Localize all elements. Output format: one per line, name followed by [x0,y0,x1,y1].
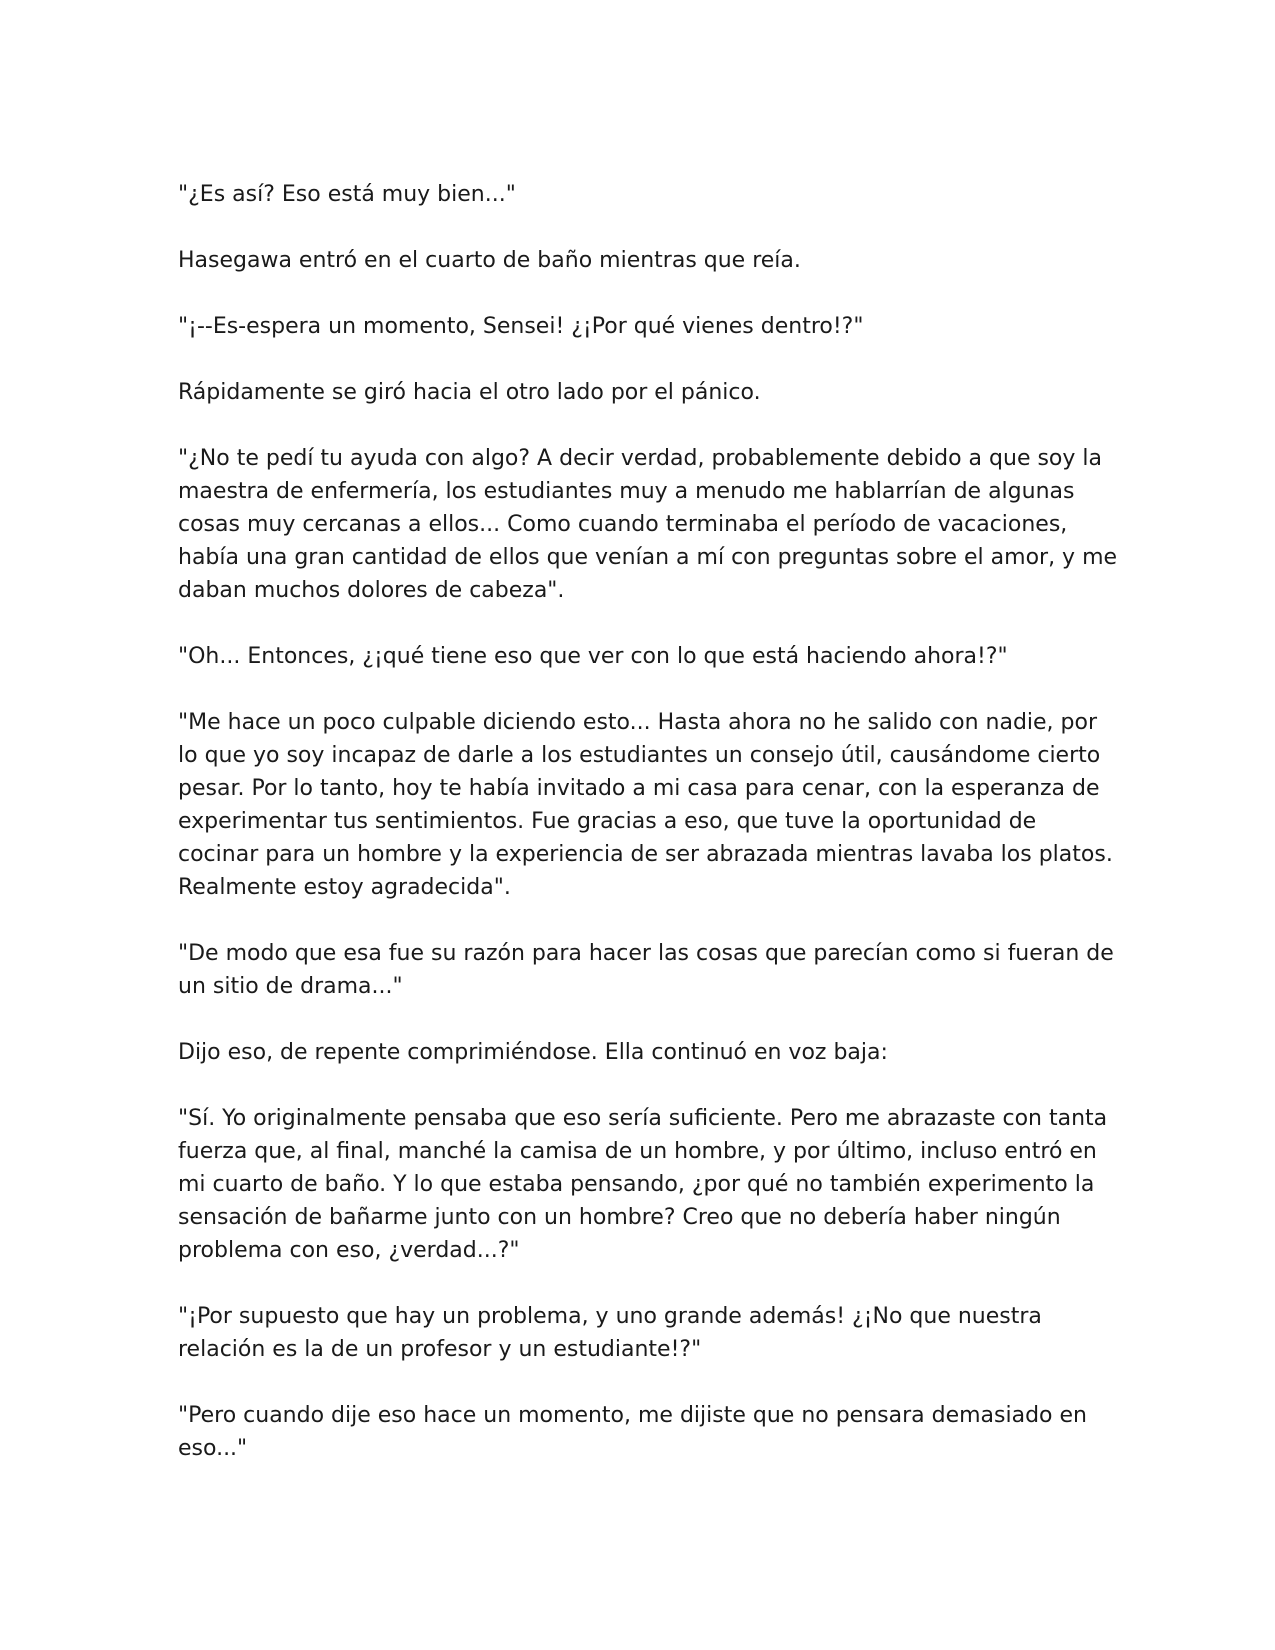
paragraph-12: "Pero cuando dije eso hace un momento, me dijiste que no pensara demasiado en eso..." [178,1403,1087,1461]
paragraph-3: "¡--Es-espera un momento, Sensei! ¿¡Por qué vienes dentro!?" [178,314,864,339]
document-page [178,178,1118,1498]
paragraph-7: "Me hace un poco culpable diciendo esto... Hasta ahora no he salido con nadie, por lo que yo soy incapaz de darle a los estudiantes un consejo útil, causándome cierto pesar. Por lo tanto, hoy te había invitado a mi casa para cenar, con la esperanza de experimentar tus sentimientos. Fue gracias a eso, que tuve la oportunidad de cocinar para un hombre y la experiencia de ser abrazada mientras lavaba los platos. Realmente estoy agradecida". [178,710,1113,900]
paragraph-4: Rápidamente se giró hacia el otro lado por el pánico. [178,380,761,405]
paragraph-6: "Oh... Entonces, ¿¡qué tiene eso que ver con lo que está haciendo ahora!?" [178,644,1008,669]
paragraph-10: "Sí. Yo originalmente pensaba que eso sería suficiente. Pero me abrazaste con tanta fuerza que, al final, manché la camisa de un hombre, y por último, incluso entró en mi cuarto de baño. Y lo que estaba pensando, ¿por qué no también experimento la sensación de bañarme junto con un hombre? Creo que no debería haber ningún problema con eso, ¿verdad...?" [178,1106,1108,1263]
paragraph-2: Hasegawa entró en el cuarto de baño mientras que reía. [178,248,801,273]
paragraph-1: "¿Es así? Eso está muy bien..." [178,182,516,207]
paragraph-9: Dijo eso, de repente comprimiéndose. Ella continuó en voz baja: [178,1040,888,1065]
paragraph-8: "De modo que esa fue su razón para hacer las cosas que parecían como si fueran de un sitio de drama..." [178,941,1114,999]
paragraph-11: "¡Por supuesto que hay un problema, y uno grande además! ¿¡No que nuestra relación es la de un profesor y un estudiante!?" [178,1304,1042,1362]
paragraph-5: "¿No te pedí tu ayuda con algo? A decir verdad, probablemente debido a que soy la maestra de enfermería, los estudiantes muy a menudo me hablarrían de algunas cosas muy cercanas a ellos... Como cuando terminaba el período de vacaciones, había una gran cantidad de ellos que venían a mí con preguntas sobre el amor, y me daban muchos dolores de cabeza". [178,446,1118,603]
